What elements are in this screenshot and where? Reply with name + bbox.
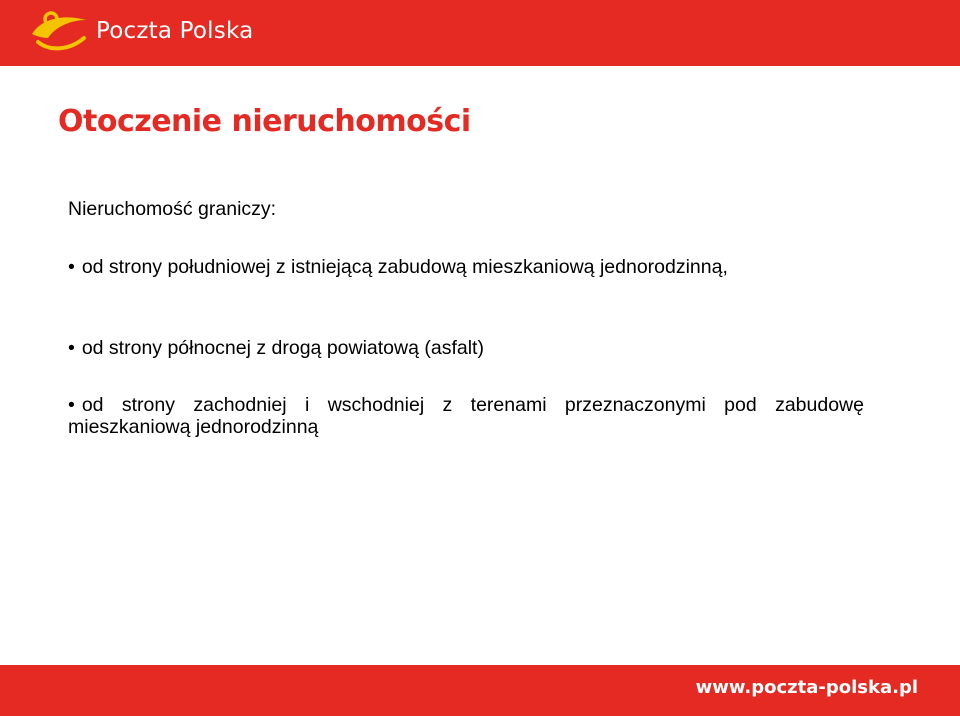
header-bar [0, 0, 960, 66]
footer-website-url: www.poczta-polska.pl [695, 677, 918, 698]
bullet-dot-icon: • [68, 394, 75, 416]
brand-logo [28, 8, 253, 54]
bullet-item [68, 256, 864, 278]
bullet-text: od strony zachodniej i wschodniej z terenami przeznaczonymi pod zabudowę mieszkaniową jednorodzinną [68, 394, 864, 438]
bullet-item [68, 394, 864, 438]
bullet-dot-icon: • [68, 256, 75, 278]
bullet-item [68, 337, 864, 359]
post-horn-icon [28, 8, 90, 54]
bullet-text: od strony północnej z drogą powiatową (asfalt) [81, 337, 484, 359]
intro-text: Nieruchomość graniczy: [68, 198, 277, 220]
bullet-text: od strony południowej z istniejącą zabudową mieszkaniową jednorodzinną, [81, 256, 728, 278]
brand-name: Poczta Polska [96, 18, 254, 44]
slide-title: Otoczenie nieruchomości [58, 104, 471, 139]
footer-bar [0, 665, 960, 716]
bullet-dot-icon: • [68, 337, 75, 359]
